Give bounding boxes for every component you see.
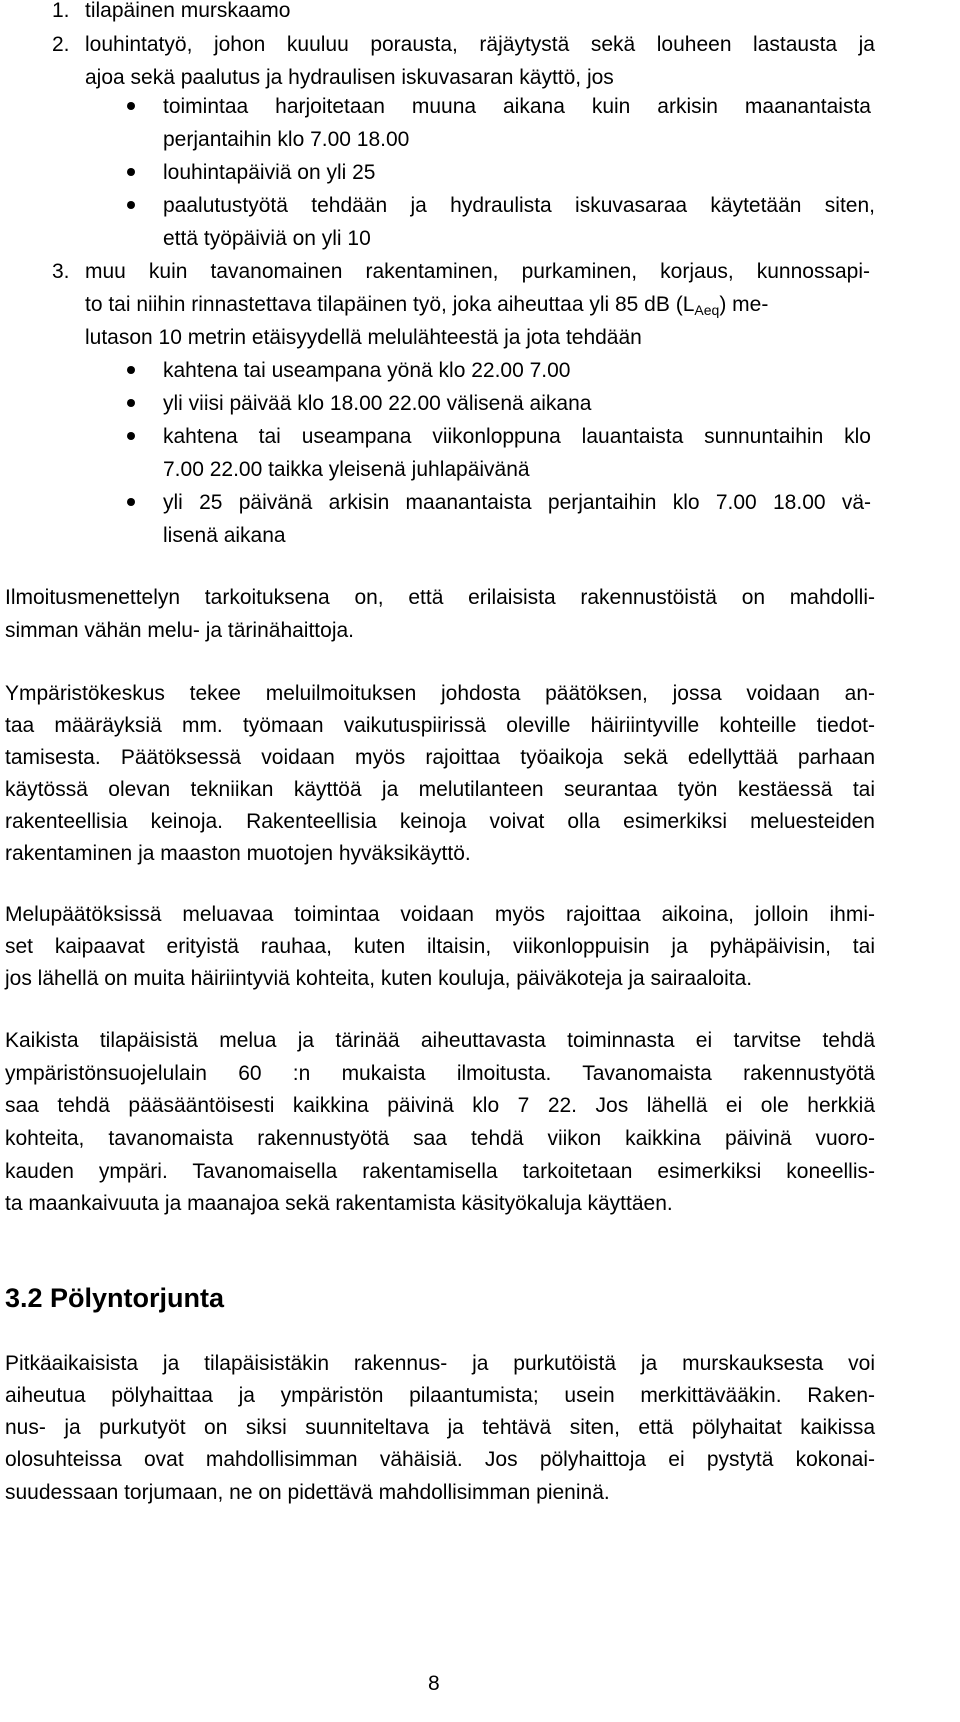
bullet-dot <box>127 366 135 374</box>
list-item-2-bullet-line: että työpäiviä on yli 10 <box>163 227 371 250</box>
bullet-dot <box>127 432 135 440</box>
paragraph-line: käytössä olevan tekniikan käyttöä ja melutilanteen seurantaa työn kestäessä tai <box>5 778 875 801</box>
section-paragraph-line: olosuhteissa ovat mahdollisimman vähäisiä. Jos pölyhaittoja ei pystytä kokonai- <box>5 1448 875 1471</box>
section-paragraph-line: aiheutua pölyhaittaa ja ympäristön pilaantumista; usein merkittävääkin. Raken- <box>5 1384 875 1407</box>
paragraph-line: ta maankaivuuta ja maanajoa sekä rakentamista käsityökaluja käyttäen. <box>5 1192 673 1215</box>
section-paragraph-line: nus- ja purkutyöt on siksi suunniteltava ja tehtävä siten, että pölyhaitat kaikissa <box>5 1416 875 1439</box>
subscript-aeq: Aeq <box>694 302 720 318</box>
list-number-2: 2. <box>52 33 70 56</box>
list-item-2-line: louhintatyö, johon kuuluu porausta, räjäytystä sekä louheen lastausta ja <box>85 33 875 56</box>
bullet-dot <box>127 399 135 407</box>
paragraph-line: Ympäristökeskus tekee meluilmoituksen johdosta päätöksen, jossa voidaan an- <box>5 682 875 705</box>
paragraph-line: Ilmoitusmenettelyn tarkoituksena on, että erilaisista rakennustöistä on mahdolli- <box>5 586 875 609</box>
paragraph-line: tamisesta. Päätöksessä voidaan myös rajoittaa työaikoja sekä edellyttää parhaan <box>5 746 875 769</box>
list-item-3-bullet-line: 7.00 22.00 taikka yleisenä juhlapäivänä <box>163 458 530 481</box>
paragraph-line: Kaikista tilapäisistä melua ja tärinää aiheuttavasta toiminnasta ei tarvitse tehdä <box>5 1029 875 1052</box>
list-item-3-line-text: to tai niihin rinnastettava tilapäinen työ, joka aiheuttaa yli 85 dB (L <box>85 293 695 316</box>
bullet-dot <box>127 201 135 209</box>
paragraph-line: simman vähän melu- ja tärinähaittoja. <box>5 619 355 642</box>
bullet-dot <box>127 168 135 176</box>
bullet-dot <box>127 498 135 506</box>
paragraph-line: kauden ympäri. Tavanomaisella rakentamisella tarkoitetaan esimerkiksi koneellis- <box>5 1160 875 1183</box>
paragraph-line: taa määräyksiä mm. työmaan vaikutuspiirissä oleville häiriintyville kohteille tiedot- <box>5 714 875 737</box>
paragraph-line: saa tehdä pääsääntöisesti kaikkina päivinä klo 7 22. Jos lähellä ei ole herkkiä <box>5 1094 875 1117</box>
list-item-2-bullet-line: perjantaihin klo 7.00 18.00 <box>163 128 410 151</box>
list-item-2-bullet-line: paalutustyötä tehdään ja hydraulista iskuvasaraa käytetään siten, <box>163 194 875 217</box>
paragraph-line: kohteita, tavanomaista rakennustyötä saa tehdä viikon kaikkina päivinä vuoro- <box>5 1127 875 1150</box>
section-paragraph-line: Pitkäaikaisista ja tilapäisistäkin rakennus- ja purkutöistä ja murskauksesta voi <box>5 1352 875 1375</box>
paragraph-line: rakenteellisia keinoja. Rakenteellisia keinoja voivat olla esimerkiksi meluesteiden <box>5 810 875 833</box>
paragraph-line: ympäristönsuojelulain 60 :n mukaista ilmoitusta. Tavanomaista rakennustyötä <box>5 1062 875 1085</box>
list-item-2-bullet-line: louhintapäiviä on yli 25 <box>163 161 376 184</box>
section-heading: 3.2 Pölyntorjunta <box>5 1283 225 1313</box>
paragraph-line: jos lähellä on muita häiriintyviä kohteita, kuten kouluja, päiväkoteja ja sairaaloita. <box>5 967 753 990</box>
list-item-3-line-text: ) me- <box>719 293 769 316</box>
list-item-2-line: ajoa sekä paalutus ja hydraulisen iskuvasaran käyttö, jos <box>85 66 614 89</box>
list-item-3-line <box>85 290 768 320</box>
list-item-3-line: lutason 10 metrin etäisyydellä melulähteestä ja jota tehdään <box>85 326 642 349</box>
list-item-3-bullet-line: yli 25 päivänä arkisin maanantaista perjantaihin klo 7.00 18.00 vä- <box>163 491 871 514</box>
list-item-2-bullet-line: toimintaa harjoitetaan muuna aikana kuin arkisin maanantaista <box>163 95 871 118</box>
paragraph-line: Melupäätöksissä meluavaa toimintaa voidaan myös rajoittaa aikoina, jolloin ihmi- <box>5 903 875 926</box>
list-item-3-bullet-line: kahtena tai useampana viikonloppuna lauantaista sunnuntaihin klo <box>163 425 871 448</box>
paragraph-line: rakentaminen ja maaston muotojen hyväksikäyttö. <box>5 842 471 865</box>
list-item-1-text: tilapäinen murskaamo <box>85 0 291 22</box>
list-number-3: 3. <box>52 260 70 283</box>
list-item-3-line: muu kuin tavanomainen rakentaminen, purkaminen, korjaus, kunnossapi- <box>85 260 870 283</box>
list-item-3-bullet-line: lisenä aikana <box>163 524 286 547</box>
list-number-1: 1. <box>52 0 70 22</box>
section-paragraph-line: suudessaan torjumaan, ne on pidettävä mahdollisimman pieninä. <box>5 1481 610 1504</box>
list-item-3-bullet-line: yli viisi päivää klo 18.00 22.00 välisenä aikana <box>163 392 592 415</box>
paragraph-line: set kaipaavat erityistä rauhaa, kuten iltaisin, viikonloppuisin ja pyhäpäivisin, tai <box>5 935 875 958</box>
list-item-3-bullet-line: kahtena tai useampana yönä klo 22.00 7.00 <box>163 359 571 382</box>
bullet-dot <box>127 102 135 110</box>
page-number: 8 <box>428 1672 440 1695</box>
